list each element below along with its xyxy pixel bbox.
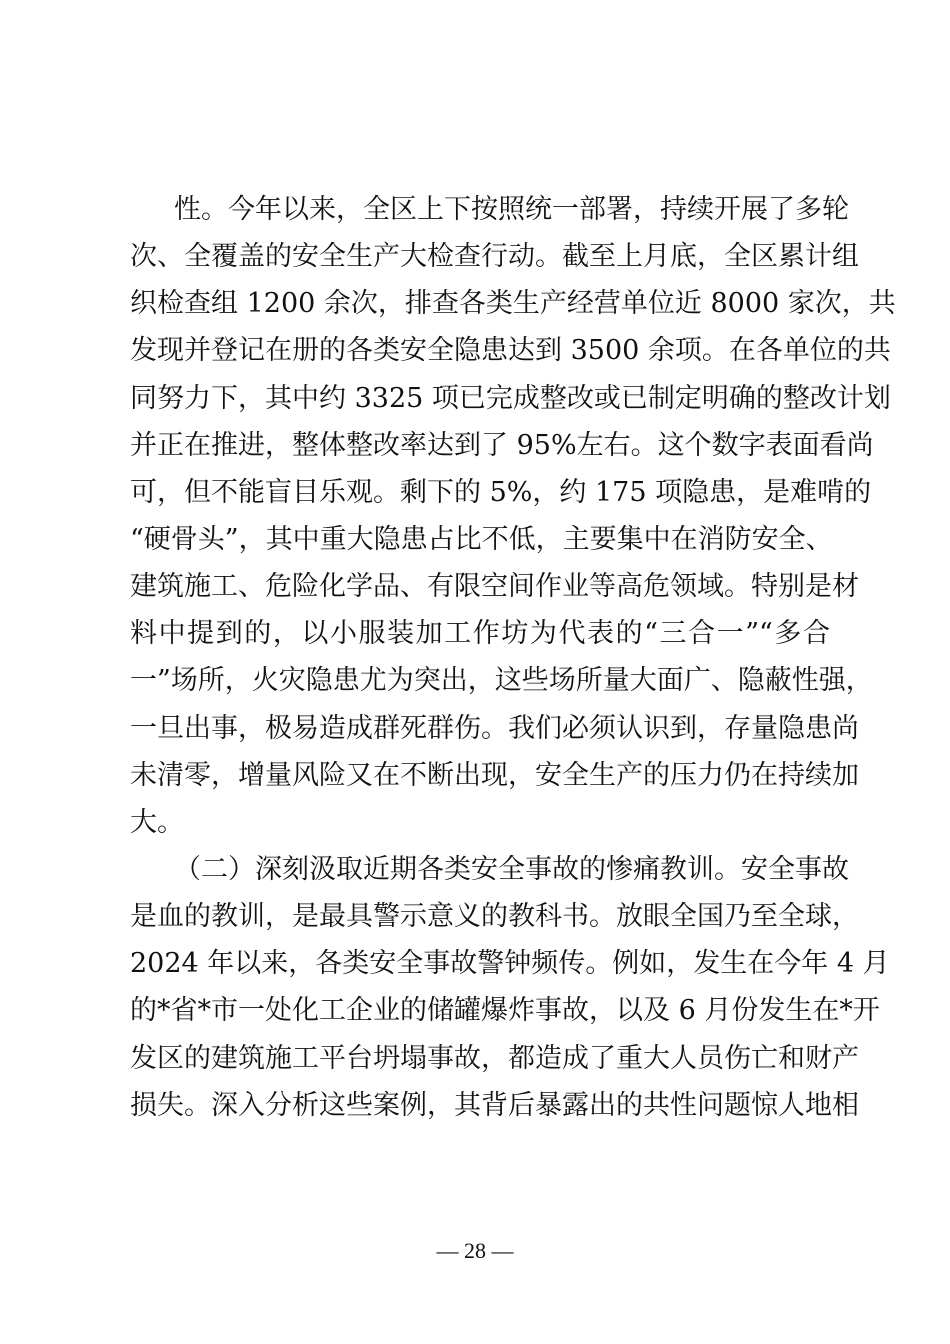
text-line: 是血的教训，是最具警示意义的教科书。放眼全国乃至全球，	[130, 901, 859, 933]
page-number: — 28 —	[436, 1238, 514, 1263]
text-line: 并正在推进，整体整改率达到了 95%左右。这个数字表面看尚	[130, 429, 874, 461]
text-line: 次、全覆盖的安全生产大检查行动。截至上月底，全区累计组	[130, 241, 859, 273]
text-line: 2024 年以来，各类安全事故警钟频传。例如，发生在今年 4 月	[130, 948, 890, 980]
text-line: 损失。深入分析这些案例，其背后暴露出的共性问题惊人地相	[130, 1089, 859, 1121]
paragraph-1	[130, 186, 896, 846]
text-line: 建筑施工、危险化学品、有限空间作业等高危领域。特别是材	[130, 571, 859, 603]
text-line: 一”场所，火灾隐患尤为突出，这些场所量大面广、隐蔽性强，	[130, 665, 873, 697]
text-line: “硬骨头”，其中重大隐患占比不低，主要集中在消防安全、	[130, 523, 833, 555]
text-line: 未清零，增量风险又在不断出现，安全生产的压力仍在持续加	[130, 759, 859, 791]
text-line: 一旦出事，极易造成群死群伤。我们必须认识到，存量隐患尚	[130, 712, 859, 744]
text-line: 织检查组 1200 余次，排查各类生产经营单位近 8000 家次，共	[130, 288, 896, 320]
section-heading-line: （二）深刻汲取近期各类安全事故的惨痛教训。安全事故	[174, 853, 849, 885]
paragraph-2	[130, 846, 890, 1129]
text-line: 的*省*市一处化工企业的储罐爆炸事故，以及 6 月份发生在*开	[130, 995, 880, 1027]
body-text	[130, 186, 896, 1129]
text-line: 发区的建筑施工平台坍塌事故，都造成了重大人员伤亡和财产	[130, 1042, 859, 1074]
text-line: 大。	[130, 806, 184, 838]
text-line: 发现并登记在册的各类安全隐患达到 3500 余项。在各单位的共	[130, 335, 891, 367]
text-line: 料中提到的，以小服装加工作坊为代表的“三合一”“多合	[130, 618, 830, 650]
text-line: 可，但不能盲目乐观。剩下的 5%，约 175 项隐患，是难啃的	[130, 476, 872, 508]
text-line: 性。今年以来，全区上下按照统一部署，持续开展了多轮	[174, 194, 849, 225]
text-line: 同努力下，其中约 3325 项已完成整改或已制定明确的整改计划	[130, 382, 891, 414]
